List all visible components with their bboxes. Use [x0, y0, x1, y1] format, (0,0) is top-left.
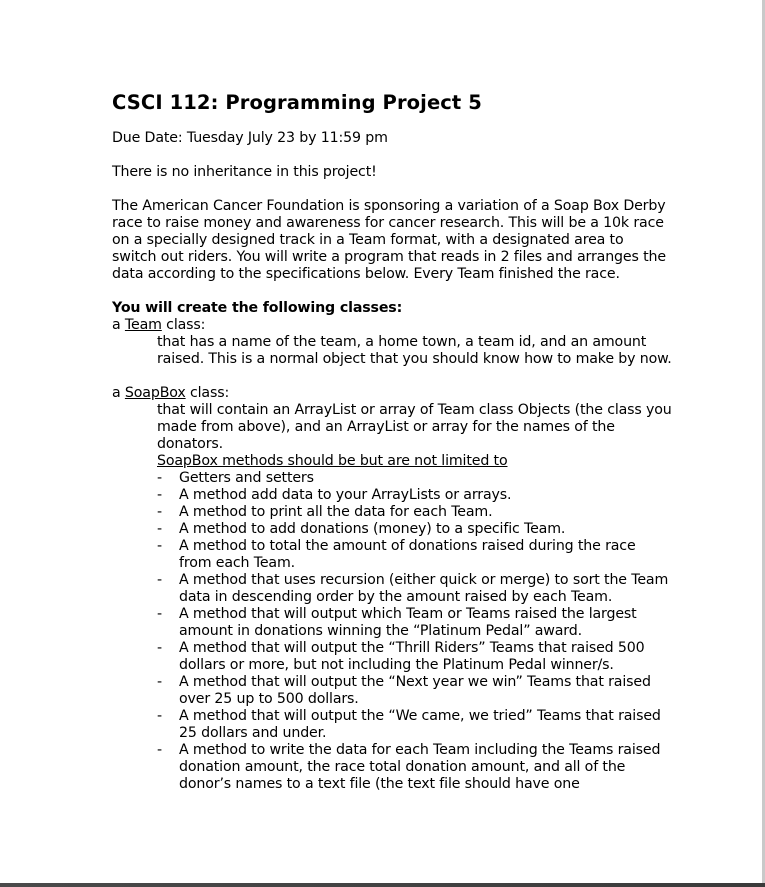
bullet-dash: - [157, 572, 162, 588]
method-text: A method to add donations (money) to a specific Team. [179, 521, 566, 537]
method-text: A method to print all the data for each Team. [179, 504, 493, 520]
bullet-dash: - [157, 504, 162, 520]
due-date: Due Date: Tuesday July 23 by 11:59 pm [112, 130, 388, 146]
soapbox-class-heading [112, 385, 672, 402]
method-item [157, 572, 672, 606]
soapbox-suffix: class: [185, 385, 230, 401]
method-text: Getters and setters [179, 470, 314, 486]
method-text: A method to write the data for each Team including the Teams raised donation amount, the race total donation amount, and all of the donor’s names to a text file (the text file should have one [179, 742, 661, 792]
bullet-dash: - [157, 742, 162, 758]
inheritance-note: There is no inheritance in this project! [112, 164, 377, 180]
bullet-dash: - [157, 674, 162, 690]
method-text: A method that will output which Team or Teams raised the largest amount in donations winning the “Platinum Pedal” award. [179, 606, 637, 639]
method-item [157, 470, 672, 487]
method-text: A method that will output the “We came, we tried” Teams that raised 25 dollars and under. [179, 708, 661, 741]
method-text: A method add data to your ArrayLists or arrays. [179, 487, 512, 503]
classes-heading: You will create the following classes: [112, 300, 403, 316]
page-bottom-border [0, 883, 765, 887]
bullet-dash: - [157, 708, 162, 724]
team-class-name: Team [124, 317, 162, 333]
method-item [157, 606, 672, 640]
soapbox-methods-heading: SoapBox methods should be but are not limited to [157, 453, 508, 469]
method-item [157, 674, 672, 708]
bullet-dash: - [157, 487, 162, 503]
method-text: A method that will output the “Next year we win” Teams that raised over 25 up to 500 dollars. [179, 674, 651, 707]
method-text: A method to total the amount of donations raised during the race from each Team. [179, 538, 636, 571]
intro-paragraph: The American Cancer Foundation is sponsoring a variation of a Soap Box Derby race to raise money and awareness for cancer research. This will be a 10k race on a specially designed track in a Team format, with a designated area to switch out riders. You will write a program that reads in 2 files and arranges the data according to the specifications below. Every Team finished the race. [112, 198, 666, 282]
team-class-heading [112, 317, 672, 334]
bullet-dash: - [157, 538, 162, 554]
soapbox-class-description: that will contain an ArrayList or array of Team class Objects (the class you made from above), and an ArrayList or array for the names of the donators. [157, 402, 672, 452]
soapbox-class-name: SoapBox [124, 385, 186, 401]
bullet-dash: - [157, 521, 162, 537]
method-item [157, 487, 672, 504]
document-body [112, 90, 672, 793]
method-item [157, 504, 672, 521]
method-item [157, 640, 672, 674]
method-text: A method that will output the “Thrill Riders” Teams that raised 500 dollars or more, but not including the Platinum Pedal winner/s. [179, 640, 645, 673]
method-text: A method that uses recursion (either quick or merge) to sort the Team data in descending order by the amount raised by each Team. [179, 572, 669, 605]
method-item [157, 521, 672, 538]
soapbox-prefix: a [112, 385, 125, 401]
document-title: CSCI 112: Programming Project 5 [112, 91, 482, 114]
team-suffix: class: [161, 317, 206, 333]
bullet-dash: - [157, 640, 162, 656]
soapbox-methods-list [112, 470, 672, 793]
team-class-description: that has a name of the team, a home town, a team id, and an amount raised. This is a normal object that you should know how to make by now. [157, 334, 672, 367]
method-item [157, 538, 672, 572]
bullet-dash: - [157, 470, 162, 486]
team-prefix: a [112, 317, 125, 333]
spacer [112, 368, 672, 385]
method-item [157, 708, 672, 742]
bullet-dash: - [157, 606, 162, 622]
method-item [157, 742, 672, 793]
